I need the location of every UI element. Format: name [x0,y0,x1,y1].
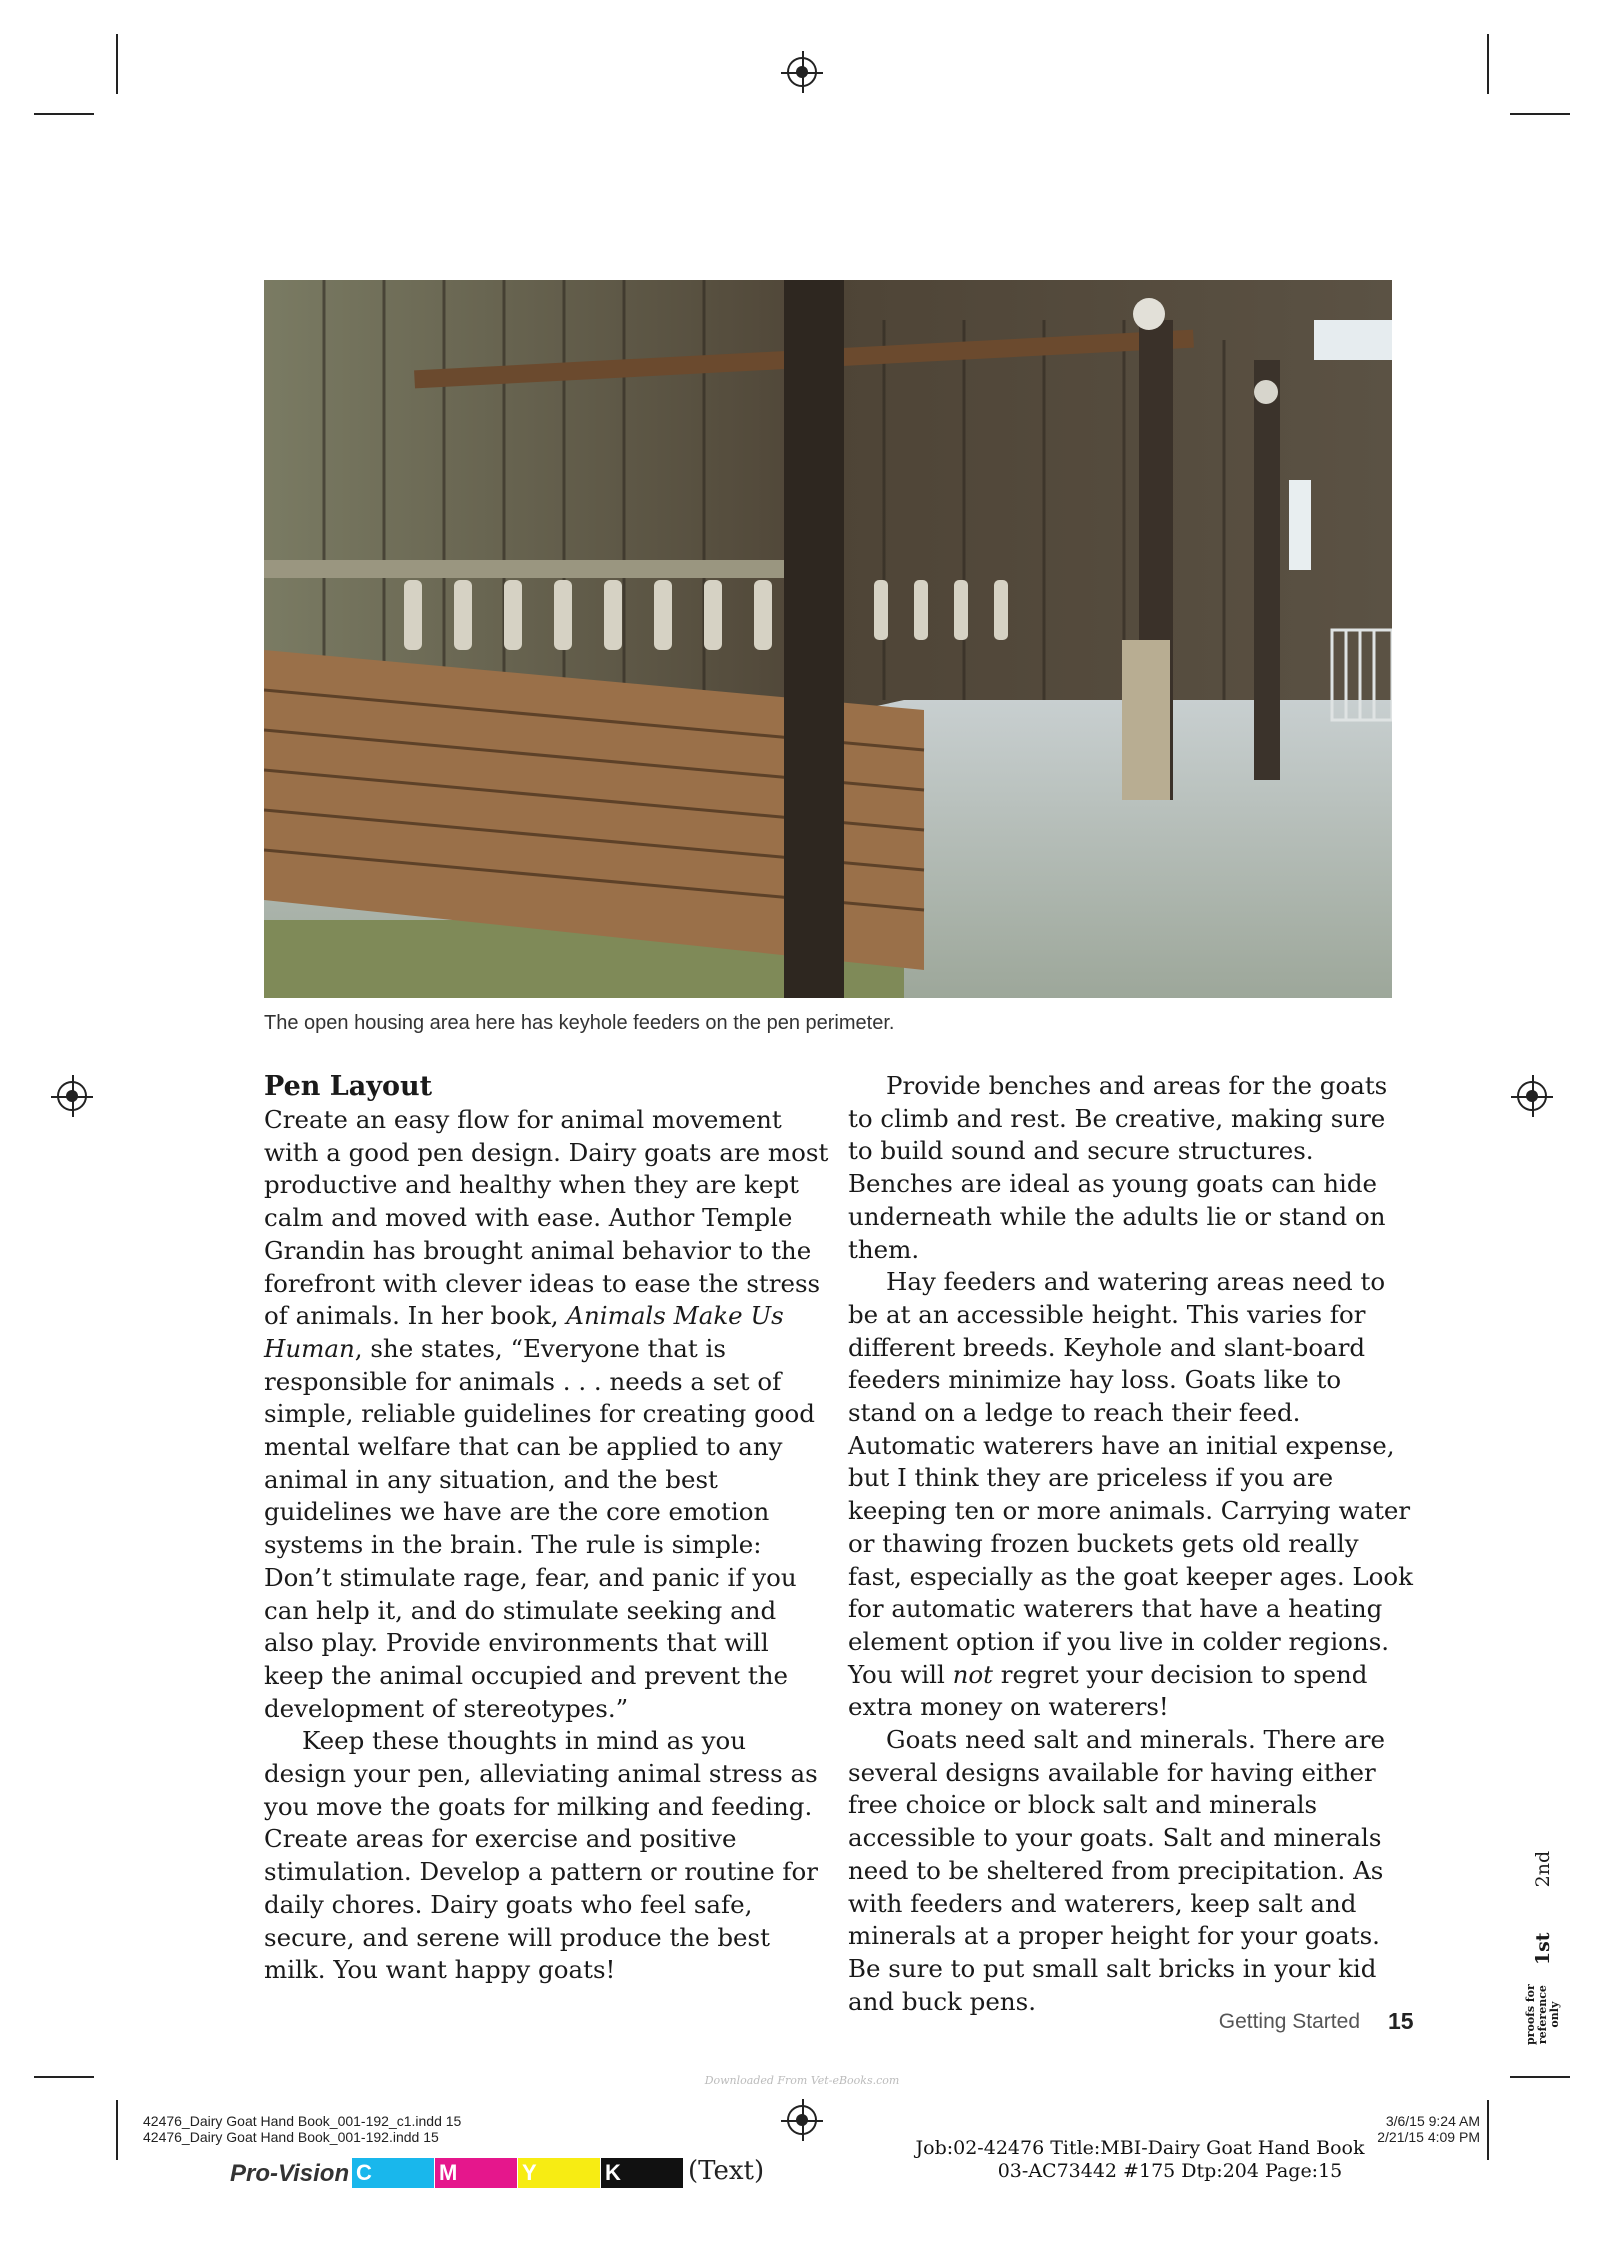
swatch-letter: M [439,2160,458,2185]
swatch-letter: K [605,2160,621,2185]
swatch-yellow [518,2158,600,2188]
swatch-letter: Y [522,2160,537,2185]
swatch-magenta [435,2158,517,2188]
paragraph: Provide benches and areas for the goats to climb and rest. Be creative, making sure to build sound and secure structures. Benches are ideal as young goats can hide underneath while the adults lie or stand on them. [848,1071,1388,1264]
paragraph-text: , she states, “Everyone that is responsible for animals . . . needs a set of simple, reliable guidelines for creating good mental welfare that can be applied to any animal in any situation, and the best guidelines we have are the core emotion systems in the brain. The rule is simple: Don’t stimulate rage, fear, and panic if you can help it, and do stimulate seeking and also play. Provide environments that will keep the animal occupied and prevent the development of stereotypes.” [264,1333,815,1723]
text-plate-label: (Text) [688,2156,765,2186]
right-column [848,1070,1414,2018]
crop-mark [116,34,118,94]
proofs-note [1524,1850,1585,2265]
brand-logo: Pro-Vision [230,2160,350,2187]
proof-second: 2nd [1532,1850,1554,1888]
barn-illustration [264,280,1392,998]
swatch-cyan [352,2158,434,2188]
emphasis: not [952,1659,994,1689]
watermark: Downloaded From Vet-eBooks.com [704,2074,900,2087]
page-number: 15 [1388,2008,1414,2034]
paragraph [848,1266,1414,1724]
proofs-label: reference [1536,1985,1549,2045]
crop-mark [1487,34,1489,94]
job-info [880,2137,1400,2183]
book-title: Animals Make Us Human [264,1301,784,1363]
job-line: 03-AC73442 #175 Dtp:204 Page:15 [997,2160,1343,2182]
slug-file [143,2113,461,2145]
paragraph: Keep these thoughts in mind as you design your pen, alleviating animal stress as you move the goats for milking and feeding. Create areas for exercise and positive stimulation. Develop a pattern or routine for daily chores. Dairy goats who feel safe, secure, and serene will produce the best milk. You want happy goats! [264,1726,818,1985]
job-line: Job:02-42476 Title:MBI-Dairy Goat Hand Book [915,2137,1365,2159]
swatch-black [601,2158,683,2188]
paragraph: Goats need salt and minerals. There are several designs available for having either free choice or block salt and minerals accessible to your goats. Salt and minerals need to be sheltered from precipitation. As with feeders and waterers, keep salt and minerals at a proper height for your goats. Be sure to put small salt bricks in your kid and buck pens. [848,1725,1385,2016]
crop-mark [1510,113,1570,115]
paragraph-text: Hay feeders and watering areas need to be at an accessible height. This varies for different breeds. Keyhole and slant-board feeders minimize hay loss. Goats like to stand on a ledge to reach their feed. Automatic waterers have an initial expense, but I think they are priceless if you are keeping ten or more animals. Carrying water or thawing frozen buckets gets old really fast, especially as the goat keeper ages. Look for automatic waterers that have a heating element option if you live in colder regions. You will [848,1267,1414,1689]
photo-caption: The open housing area here has keyhole feeders on the pen perimeter. [264,1012,895,1034]
crop-mark [116,2100,118,2160]
crop-mark [34,113,94,115]
registration-mark-icon [1517,1081,1547,1111]
proofs-label: proofs for [1524,1984,1537,2045]
proofs-label: only [1548,2001,1561,2028]
running-footer-section: Getting Started [1218,2010,1360,2033]
crop-mark [34,2076,94,2078]
slug-file-line: 42476_Dairy Goat Hand Book_001-192.indd 15 [143,2129,439,2145]
crop-mark [1487,2100,1489,2160]
proof-first: 1st [1532,1932,1554,1966]
left-column [264,1070,830,1987]
paragraph [264,1104,830,1725]
slug-date-line: 3/6/15 9:24 AM [1385,2113,1480,2129]
registration-mark-icon [787,2105,817,2135]
paragraph-text: regret your decision to spend extra money on waterers! [848,1659,1368,1722]
section-heading: Pen Layout [264,1071,433,1102]
barn-photo [264,280,1392,998]
swatch-letter: C [356,2160,372,2185]
slug-file-line: 42476_Dairy Goat Hand Book_001-192_c1.indd 15 [143,2113,462,2129]
slug-date-line: 2/21/15 4:09 PM [1377,2129,1480,2145]
paragraph-text: Create an easy flow for animal movement with a good pen design. Dairy goats are most productive and healthy when they are kept calm and moved with ease. Author Temple Grandin has brought animal behavior to the forefront with clever ideas to ease the stress of animals. In her book, [264,1105,829,1331]
registration-mark-icon [787,57,817,87]
registration-mark-icon [57,1081,87,1111]
